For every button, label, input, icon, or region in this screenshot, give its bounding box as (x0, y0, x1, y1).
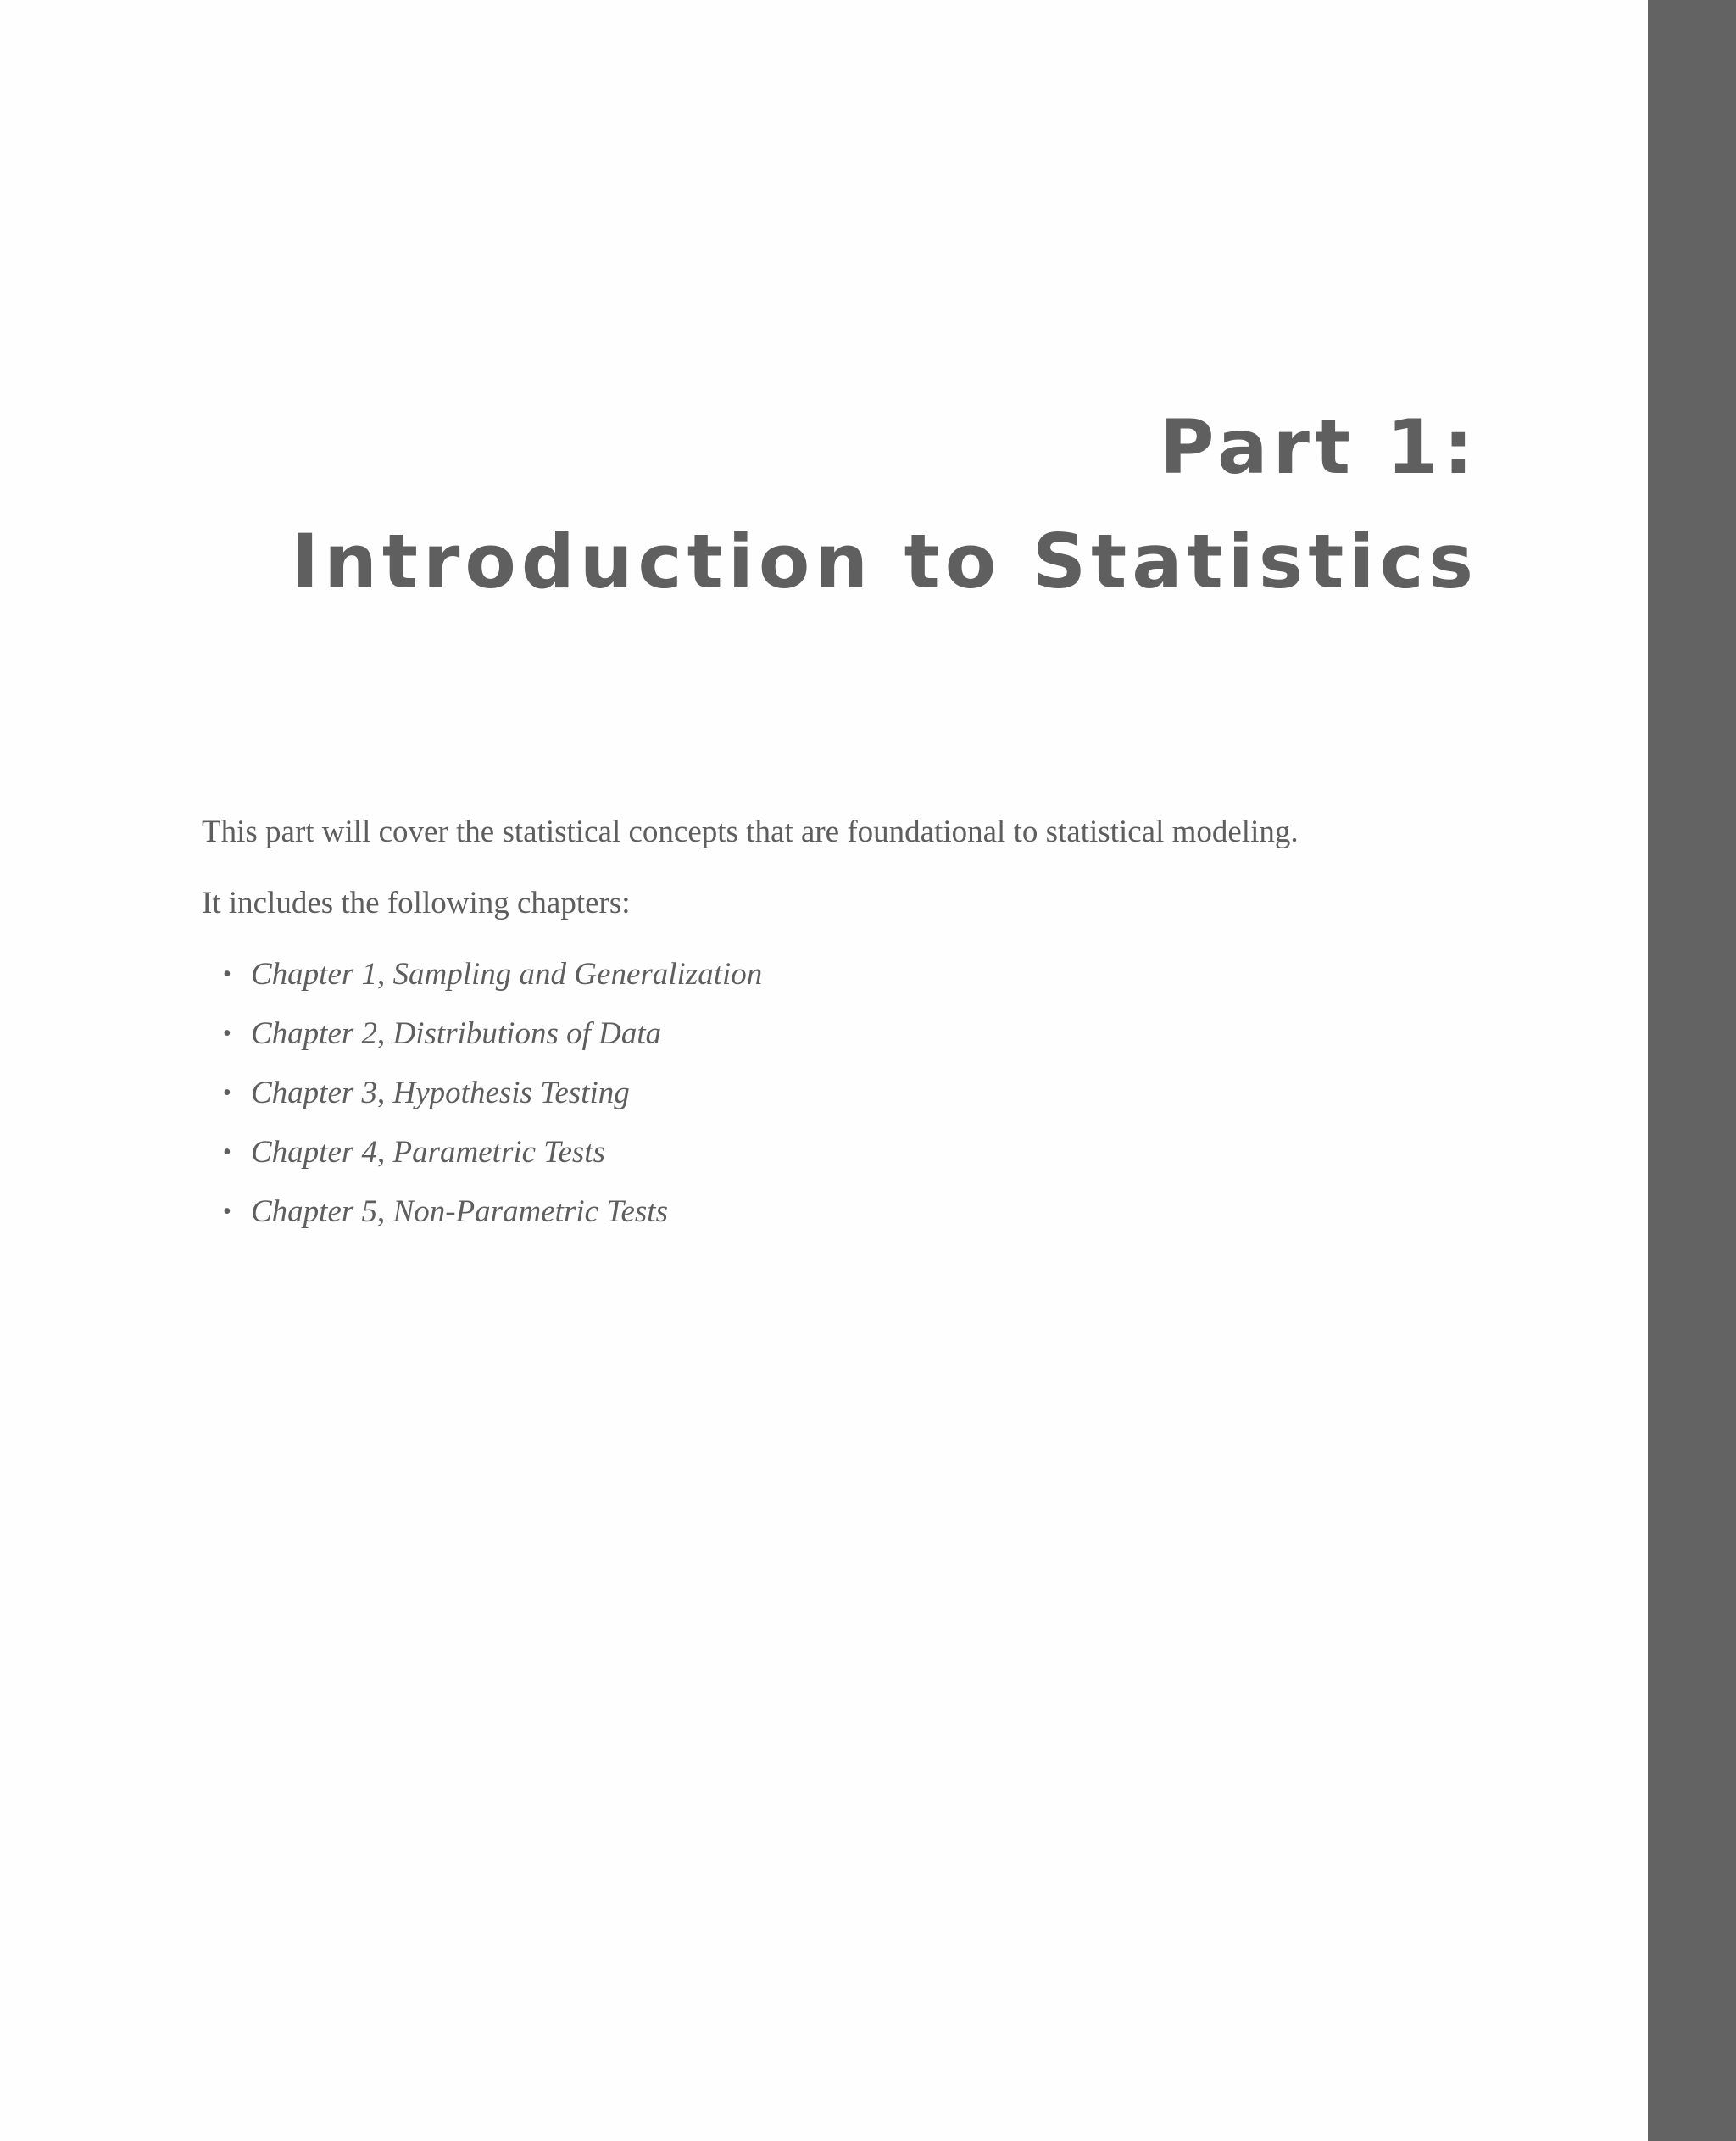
intro-paragraph: This part will cover the statistical concepts that are foundational to statistical modeling. (202, 815, 1299, 849)
page-edge-band (1648, 0, 1736, 2141)
chapter-name: Non-Parametric Tests (392, 1194, 668, 1229)
part-name-heading: Introduction to Statistics (291, 518, 1478, 605)
chapter-name: Parametric Tests (392, 1135, 605, 1170)
chapter-list-item: • Chapter 2, Distributions of Data (223, 1016, 662, 1051)
bullet-icon: • (223, 1198, 231, 1225)
chapter-number: Chapter 3 (251, 1076, 378, 1110)
part-intro (202, 814, 1473, 1253)
chapter-number: Chapter 1 (251, 957, 378, 992)
chapter-name: Sampling and Generalization (392, 957, 763, 992)
chapter-list-item: • Chapter 3, Hypothesis Testing (223, 1076, 630, 1110)
chapter-name: Hypothesis Testing (392, 1076, 630, 1110)
chapter-number: Chapter 5 (251, 1194, 378, 1229)
chapter-list-item: • Chapter 1, Sampling and Generalization (223, 957, 763, 992)
chapter-number: Chapter 2 (251, 1016, 378, 1051)
chapter-number: Chapter 4 (251, 1135, 378, 1170)
chapter-list-item: • Chapter 4, Parametric Tests (223, 1135, 605, 1170)
bullet-icon: • (223, 1139, 231, 1165)
bullet-icon: • (223, 1020, 231, 1047)
chapter-name: Distributions of Data (392, 1016, 662, 1051)
chapters-lead-in: It includes the following chapters: (202, 886, 631, 920)
part-title (292, 390, 1478, 619)
chapter-list-item: • Chapter 5, Non-Parametric Tests (223, 1194, 668, 1229)
part-number-heading: Part 1: (1159, 403, 1478, 491)
bullet-icon: • (223, 961, 231, 987)
chapter-list (202, 956, 1473, 1231)
bullet-icon: • (223, 1080, 231, 1106)
